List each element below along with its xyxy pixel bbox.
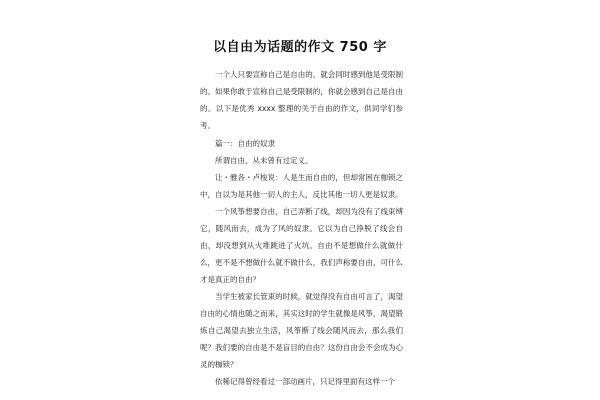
- paragraph: 当学生被家长管束的时候，就觉得没有自由可言了，渴望自由的心情也随之而来，其实这时的学生就像是风筝，渴望锻炼自己渴望去独立生活，风筝断了线会随风而去，那么我们呢？我们要的自由是不是盲目的自由？这份自由会不会成为心灵的枷锁？: [200, 292, 403, 369]
- document-body: [200, 66, 403, 390]
- paragraph: 一个风筝想要自由，自己弄断了线，却因为没有了线束缚它，随风而去，成为了风的奴隶。它以为自己挣脱了线会自由，却没想到从火堆跳进了火坑。自由不是想做什么就做什么，更不是不想做什么就不做什么，我们声称要自由，可什么才是真正的自由？: [200, 207, 403, 284]
- paragraph: 依稀记得曾经看过一部动画片，只记得里面有这样一个: [215, 377, 395, 386]
- paragraph: 所谓自由，从未曾有过定义。: [215, 156, 313, 165]
- paragraph-quote: 让・雅各・卢梭说：人是生而自由的，但却常困在枷锁之中，自以为是其他一切人的主人，反比其他一切人更是奴隶。: [200, 173, 403, 199]
- section-heading: 篇一：自由的奴隶: [215, 139, 275, 148]
- paragraph-intro: 一个人只要宣称自己是自由的，就会同时感到他是受限制的。如果你敢于宣称自己是受限制的，你就会感到自己是自由的。以下是优秀 xxxx 整理的关于自由的作文，供同学们参考。: [200, 70, 403, 130]
- document-title: 以自由为话题的作文 750 字: [213, 40, 387, 55]
